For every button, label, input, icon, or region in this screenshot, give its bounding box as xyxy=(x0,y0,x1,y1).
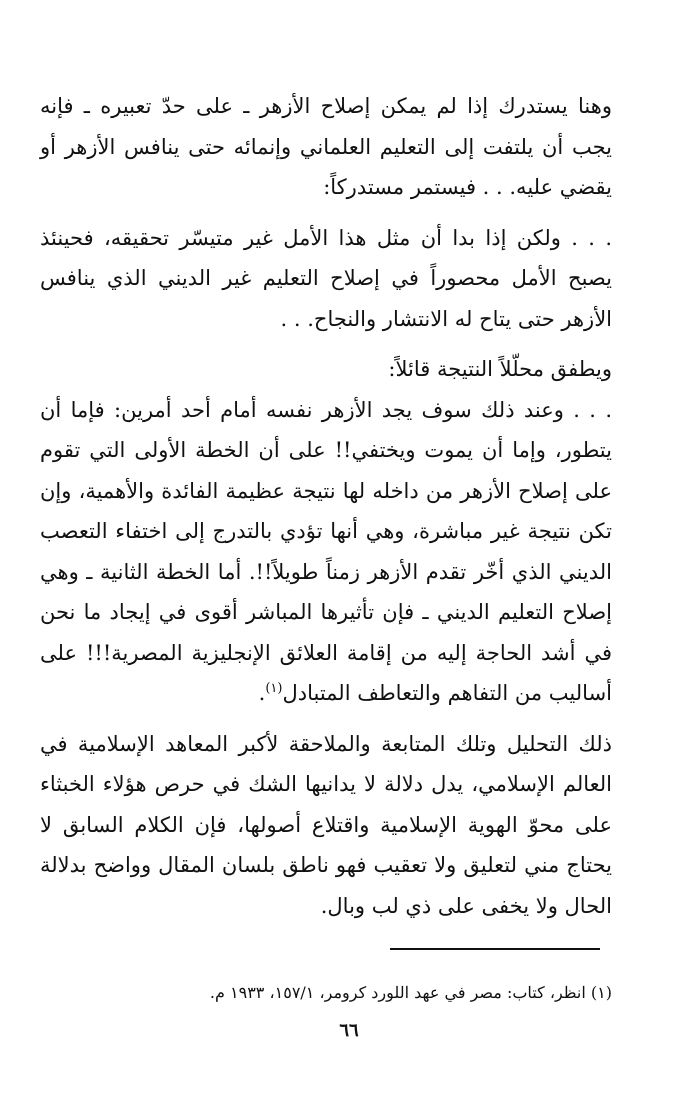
paragraph-conclusion: ذلك التحليل وتلك المتابعة والملاحقة لأكبر المعاهد الإسلامية في العالم الإسلامي، يدل دلالة لا يدانيها الشك في حرص هؤلاء الخبثاء على محوّ الهوية الإسلامية واقتلاع أصولها، فإن الكلام السابق لا يحتاج مني لتعليق ولا تعقيب فهو ناطق بلسان المقال وواضح بدلالة الحال ولا يخفى على ذي لب وبال. xyxy=(40,731,612,918)
page-number: ٦٦ xyxy=(339,1020,359,1041)
footnote-reference: (١) xyxy=(265,681,283,696)
footnote-divider xyxy=(390,948,600,950)
quote-second-text: . . . وعند ذلك سوف يجد الأزهر نفسه أمام أحد أمرين: فإما أن يتطور، وإما أن يموت ويختفي!! على أن الخطة الأولى التي تقوم على إصلاح الأزهر من داخله لها نتيجة عظيمة الفائدة والأهمية، وإن تكن نتيجة غير مباشرة، وهي أنها تؤدي بالتدرج إلى اختفاء التعصب الديني الذي أخّر تقدم الأزهر زمناً طويلاً!!. أما الخطة الثانية ـ وهي إصلاح التعليم الديني ـ فإن تأثيرها المباشر أقوى في إيجاد ما نحن في أشد الحاجة إليه من إقامة العلائق الإنجليزية المصرية!!! على أساليب من التفاهم والتعاطف المتبادل xyxy=(40,397,612,705)
page-body xyxy=(40,86,612,926)
paragraph-transition: ويطفق محلّلاً النتيجة قائلاً: xyxy=(388,357,612,381)
footnote-text: (١) انظر، كتاب: مصر في عهد اللورد كرومر، ١٥٧/١، ١٩٣٣ م. xyxy=(209,983,612,1002)
paragraph-intro: وهنا يستدرك إذا لم يمكن إصلاح الأزهر ـ على حدّ تعبيره ـ فإنه يجب أن يلتفت إلى التعليم العلماني وإنمائه حتى ينافس الأزهر أو يقضي عليه. . . فيستمر مستدركاً: xyxy=(40,94,612,199)
quote-first: . . . ولكن إذا بدا أن مثل هذا الأمل غير متيسّر تحقيقه، فحينئذ يصبح الأمل محصوراً في إصلاح التعليم غير الديني الذي ينافس الأزهر حتى يتاح له الانتشار والنجاح. . . xyxy=(40,225,612,331)
quote-second xyxy=(40,390,612,714)
quote-second-end: . xyxy=(258,681,266,705)
